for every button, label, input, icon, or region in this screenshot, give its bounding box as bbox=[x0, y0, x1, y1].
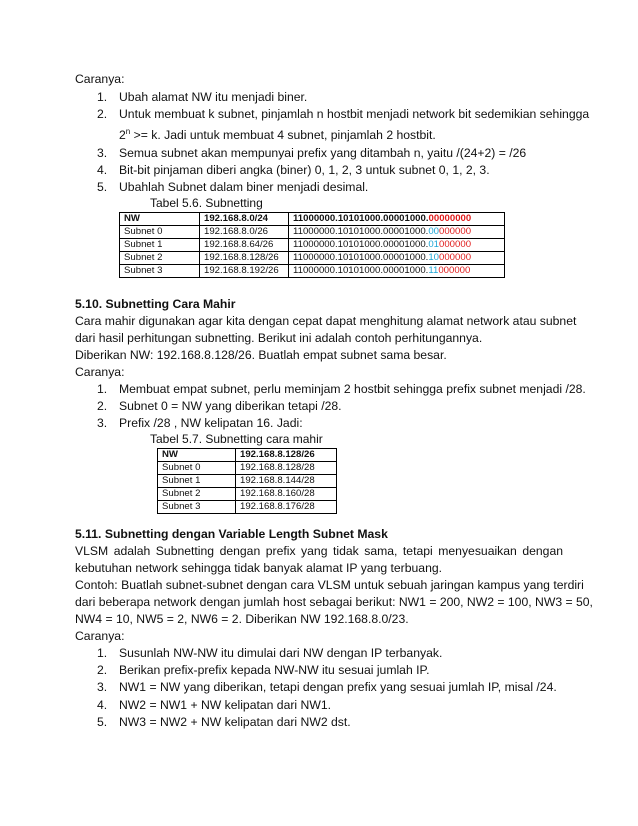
section-5-10-heading: 5.10. Subnetting Cara Mahir bbox=[75, 297, 236, 311]
table-cell: Subnet 3 bbox=[120, 265, 200, 278]
table-row bbox=[120, 239, 505, 252]
section-5-11-para-line: Contoh: Buatlah subnet-subnet dengan cara VLSM untuk sebuah jaringan kampus yang terdiri bbox=[75, 578, 584, 592]
table-cell: Subnet 2 bbox=[158, 488, 236, 501]
list-item: 2. Untuk membuat k subnet, pinjamlah n hostbit menjadi network bit sedemikian sehingga bbox=[97, 107, 590, 122]
section-5-11-para-line: VLSM adalah Subnetting dengan prefix yang tidak sama, tetapi menyesuaikan dengan bbox=[75, 544, 563, 558]
table-cell: Subnet 1 bbox=[120, 239, 200, 252]
section-5-10-given: Diberikan NW: 192.168.8.128/26. Buatlah empat subnet sama besar. bbox=[75, 348, 447, 362]
table-row bbox=[120, 252, 505, 265]
table-row bbox=[158, 488, 337, 501]
list-item: 1. Ubah alamat NW itu menjadi biner. bbox=[97, 90, 308, 104]
table-cell: 11000000.10101000.00001000.10000000 bbox=[289, 252, 505, 265]
table-cell: 11000000.10101000.00001000.11000000 bbox=[289, 265, 505, 278]
table-cell: NW bbox=[158, 449, 236, 462]
table-header-row bbox=[158, 449, 337, 462]
section-5-11-steps-list bbox=[97, 645, 557, 731]
table-cell: Subnet 0 bbox=[120, 226, 200, 239]
list-item: 4. NW2 = NW1 + NW kelipatan dari NW1. bbox=[97, 697, 331, 712]
table-cell: 11000000.10101000.00001000.01000000 bbox=[289, 239, 505, 252]
section-5-10-para-line: Cara mahir digunakan agar kita dengan cepat dapat menghitung alamat network atau subnet bbox=[75, 314, 577, 328]
table-cell: 192.168.8.144/28 bbox=[236, 475, 337, 488]
table-cell: 192.168.8.64/26 bbox=[200, 239, 289, 252]
table-cell: 192.168.8.0/24 bbox=[200, 213, 289, 226]
list-item: 3. Prefix /28 , NW kelipatan 16. Jadi: bbox=[97, 416, 303, 431]
table-row bbox=[120, 265, 505, 278]
caranya-label: Caranya: bbox=[75, 72, 125, 86]
list-item: 5. NW3 = NW2 + NW kelipatan dari NW2 dst. bbox=[97, 714, 351, 729]
list-item: 3. Semua subnet akan mempunyai prefix yang ditambah n, yaitu /(24+2) = /26 bbox=[97, 145, 527, 160]
list-item: $2^n >= k$. Jadi untuk membuat 4 subnet, pinjamlah 2 hostbit. bbox=[119, 127, 436, 143]
section-5-11-para-line: NW4 = 10, NW5 = 2, NW6 = 2. Diberikan NW 192.168.8.0/23. bbox=[75, 612, 409, 626]
table-row bbox=[120, 226, 505, 239]
table-cell: 192.168.8.176/28 bbox=[236, 501, 337, 514]
table-cell: 192.168.8.192/26 bbox=[200, 265, 289, 278]
table-cell: 192.168.8.128/26 bbox=[200, 252, 289, 265]
section-5-11-para-line: dari beberapa network dengan jumlah host sebagai berikut: NW1 = 200, NW2 = 100, NW3 = 50, bbox=[75, 595, 593, 609]
list-item: 2. Berikan prefix-prefix kepada NW-NW itu sesuai jumlah IP. bbox=[97, 663, 430, 678]
table-cell: NW bbox=[120, 213, 200, 226]
table-row bbox=[158, 475, 337, 488]
table-row bbox=[158, 501, 337, 514]
table-cell: Subnet 2 bbox=[120, 252, 200, 265]
list-item: 5. Ubahlah Subnet dalam biner menjadi desimal. bbox=[97, 180, 369, 195]
table-cell: Subnet 1 bbox=[158, 475, 236, 488]
table57-caption: Tabel 5.7. Subnetting cara mahir bbox=[150, 432, 323, 446]
section-5-10-steps-list bbox=[97, 381, 586, 433]
list-item: 1. Susunlah NW-NW itu dimulai dari NW dengan IP terbanyak. bbox=[97, 646, 443, 660]
table-cell: Subnet 3 bbox=[158, 501, 236, 514]
list-item: 1. Membuat empat subnet, perlu meminjam 2 hostbit sehingga prefix subnet menjadi /28. bbox=[97, 382, 586, 396]
table-header-row bbox=[120, 213, 505, 226]
list-item: 4. Bit-bit pinjaman diberi angka (biner) 0, 1, 2, 3 untuk subnet 0, 1, 2, 3. bbox=[97, 162, 490, 177]
list-item: 2. Subnet 0 = NW yang diberikan tetapi /28. bbox=[97, 399, 342, 414]
section-5-11-para-line: kebutuhan network sehingga tidak banyak alamat IP yang terbuang. bbox=[75, 561, 443, 575]
table-cell: 192.168.8.128/26 bbox=[236, 449, 337, 462]
table-row bbox=[158, 462, 337, 475]
intro-steps-list bbox=[97, 89, 589, 196]
list-item: 3. NW1 = NW yang diberikan, tetapi dengan prefix yang sesuai jumlah IP, misal /24. bbox=[97, 680, 557, 695]
table56 bbox=[119, 212, 505, 278]
table-cell: 192.168.8.160/28 bbox=[236, 488, 337, 501]
section-5-10-para-line: dari hasil perhitungan subnetting. Berikut ini adalah contoh perhitungannya. bbox=[75, 331, 483, 345]
table-cell: 11000000.10101000.00001000.00000000 bbox=[289, 226, 505, 239]
caranya-label: Caranya: bbox=[75, 365, 125, 379]
table-cell: Subnet 0 bbox=[158, 462, 236, 475]
table-cell: 192.168.8.0/26 bbox=[200, 226, 289, 239]
section-5-11-heading: 5.11. Subnetting dengan Variable Length Subnet Mask bbox=[75, 527, 388, 541]
table-cell: 11000000.10101000.00001000.00000000 bbox=[289, 213, 505, 226]
table-cell: 192.168.8.128/28 bbox=[236, 462, 337, 475]
caranya-label: Caranya: bbox=[75, 629, 125, 643]
table56-caption: Tabel 5.6. Subnetting bbox=[150, 196, 263, 210]
table57 bbox=[157, 448, 337, 514]
